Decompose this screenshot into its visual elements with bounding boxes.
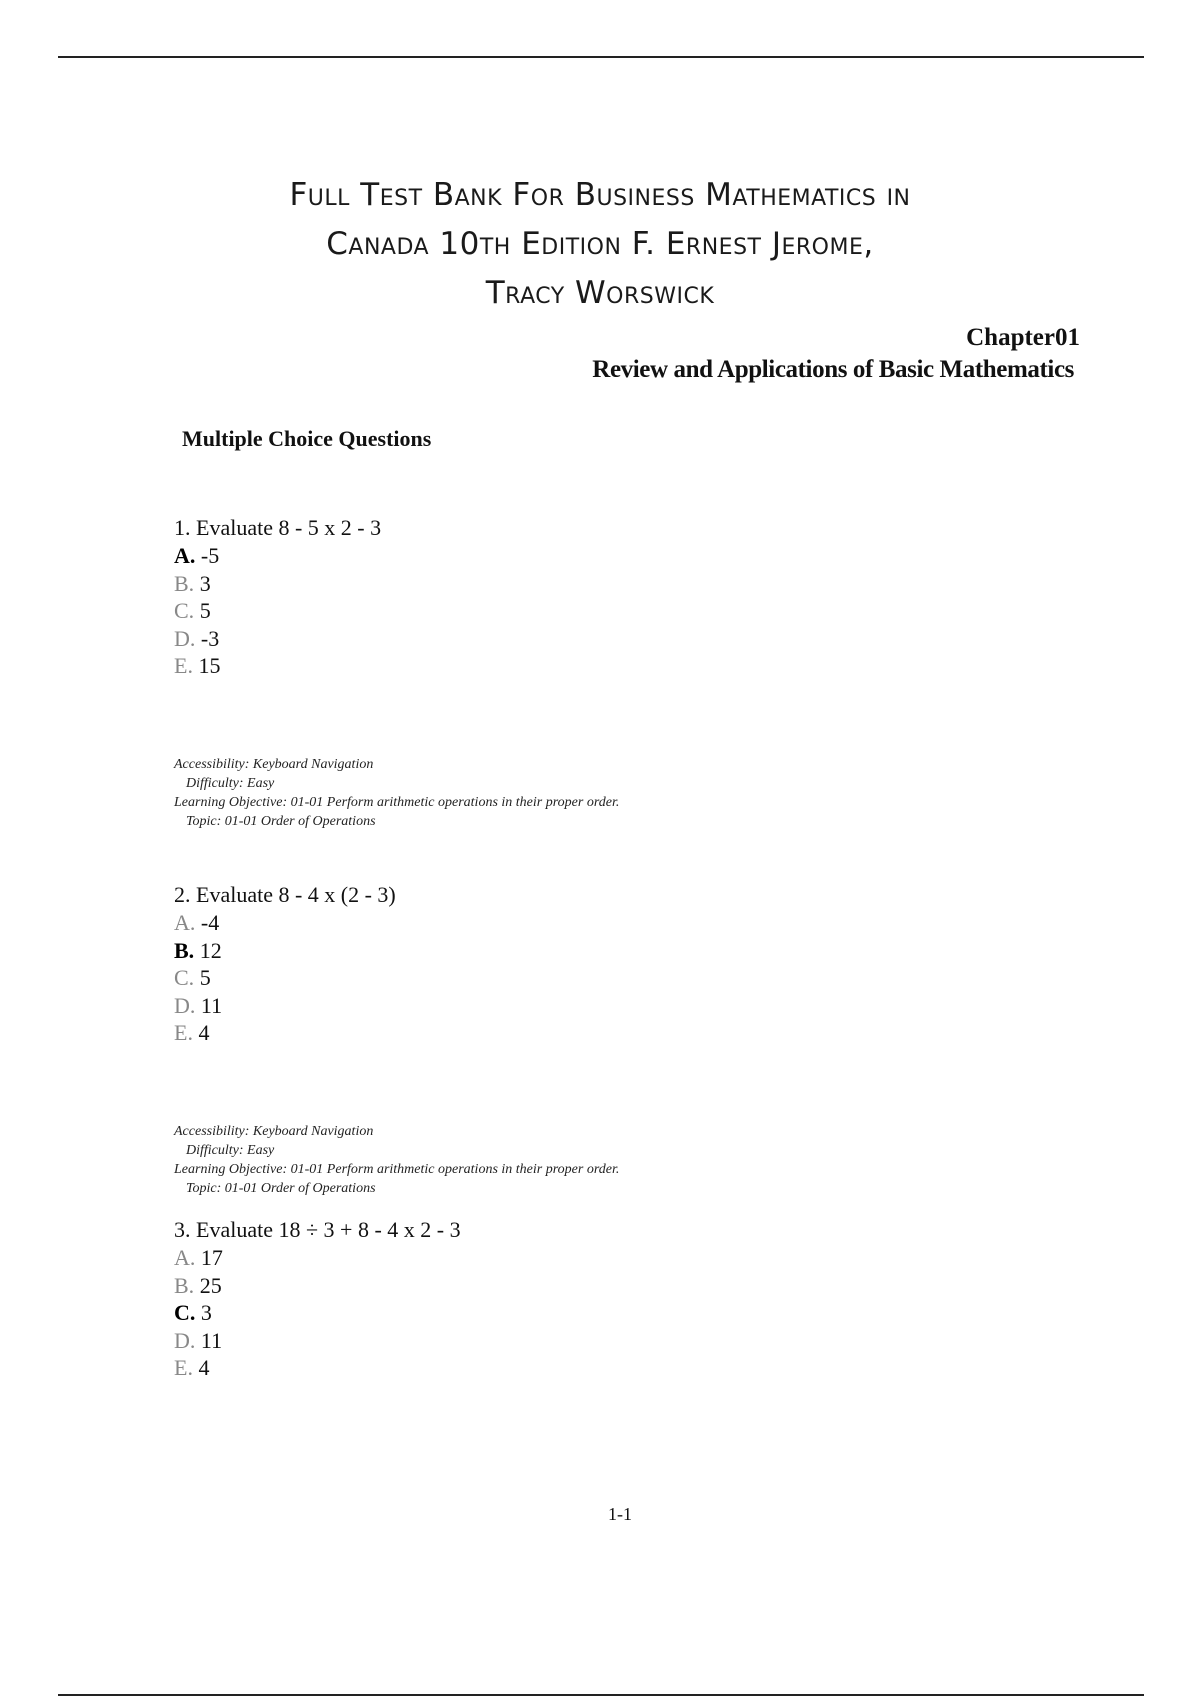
choice-d: D. -3 [174,625,220,651]
accessibility-note: Accessibility: Keyboard Navigation [174,757,374,772]
difficulty-note: Difficulty: Easy [186,776,275,791]
question-stem: 3. Evaluate 18 ÷ 3 + 8 - 4 x 2 - 3 [174,1217,461,1242]
choice-c: C. 3 [174,1300,212,1326]
choice-d: D. 11 [174,992,223,1018]
choice-c: C. 5 [174,598,211,624]
topic-note: Topic: 01-01 Order of Operations [186,1181,376,1196]
accessibility-note: Accessibility: Keyboard Navigation [174,1124,374,1139]
section-heading: Multiple Choice Questions [182,426,432,451]
choice-e: E. 15 [174,653,221,679]
chapter-number: Chapter01 [966,324,1080,351]
choice-b: B. 12 [174,937,222,963]
choice-b: B. 25 [174,1272,222,1298]
chapter-title: Review and Applications of Basic Mathematics [592,356,1074,383]
topic-note: Topic: 01-01 Order of Operations [186,814,376,829]
question-1 [174,514,381,680]
choice-a: A. -5 [174,543,220,568]
question-2 [174,881,396,1047]
choice-e: E. 4 [174,1020,210,1046]
document-title [150,171,1050,318]
question-3 [174,1216,461,1382]
page-number: 1-1 [608,1504,632,1524]
bottom-rule [58,1694,1144,1696]
choice-c: C. 5 [174,965,211,991]
learning-objective: Learning Objective: 01-01 Perform arithmetic operations in their proper order. [174,795,620,810]
question-stem: 1. Evaluate 8 - 5 x 2 - 3 [174,515,382,540]
choice-e: E. 4 [174,1355,210,1381]
question-1-metadata [174,755,619,831]
top-rule [58,56,1144,58]
title-line: Tracy Worswick [485,274,715,311]
title-line: Canada 10th Edition F. Ernest Jerome, [326,225,874,262]
learning-objective: Learning Objective: 01-01 Perform arithmetic operations in their proper order. [174,1162,620,1177]
difficulty-note: Difficulty: Easy [186,1143,275,1158]
choice-a: A. -4 [174,910,220,935]
title-line: Full Test Bank For Business Mathematics in [289,176,911,213]
choice-d: D. 11 [174,1327,223,1353]
choice-b: B. 3 [174,570,211,596]
choice-a: A. 17 [174,1245,223,1270]
question-2-metadata [174,1122,619,1198]
question-stem: 2. Evaluate 8 - 4 x (2 - 3) [174,882,396,907]
